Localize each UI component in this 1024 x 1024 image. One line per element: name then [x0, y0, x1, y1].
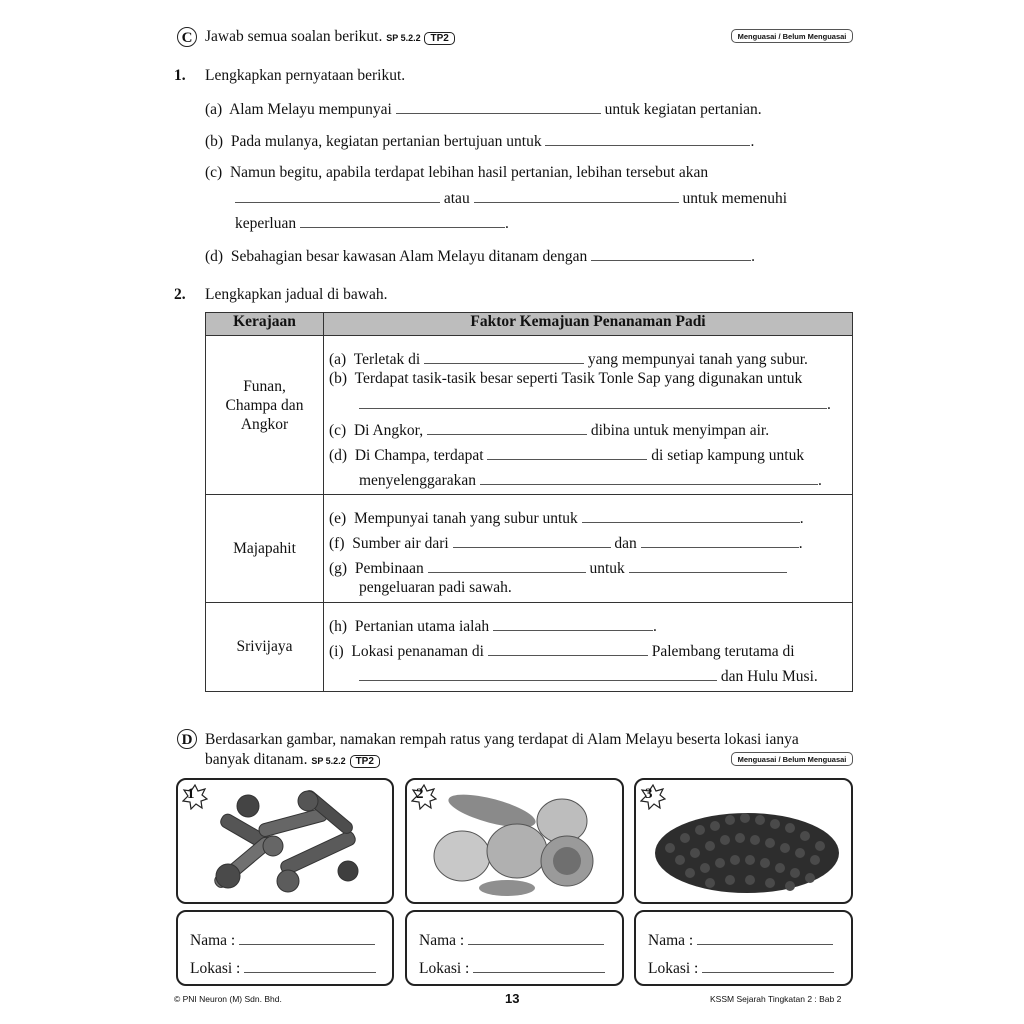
q2-d-label: (d)	[329, 447, 348, 464]
q2-a-label: (a)	[329, 351, 347, 368]
header-faktor: Faktor Kemajuan Penanaman Padi	[324, 313, 853, 336]
image-card-2	[405, 778, 624, 904]
q1-b	[205, 131, 754, 152]
header-kerajaan: Kerajaan	[206, 313, 324, 336]
q2-i-line2-text: dan Hulu Musi.	[720, 668, 818, 685]
q1-d-post: .	[751, 248, 755, 265]
funan-line1: Funan,	[243, 378, 286, 395]
q2-c-pre: Di Angkor,	[353, 422, 424, 439]
lokasi-input[interactable]	[244, 958, 376, 973]
q2-a	[329, 349, 808, 370]
nama-input[interactable]	[468, 930, 604, 945]
nama-input[interactable]	[239, 930, 375, 945]
section-d-label: D	[177, 729, 197, 749]
q2-i-label: (i)	[329, 643, 344, 660]
instruction-text: Jawab semua soalan berikut.	[205, 28, 383, 45]
answer-card-3	[634, 910, 853, 986]
answer-blank[interactable]	[424, 349, 584, 364]
q1-c-atau: atau	[443, 190, 470, 207]
nama-label: Nama :	[190, 932, 236, 949]
q2-f-mid: dan	[614, 535, 637, 552]
image-number: 2	[416, 786, 424, 802]
kerajaan-table	[205, 312, 853, 692]
q2-f-label: (f)	[329, 535, 345, 552]
nama-row	[648, 930, 833, 951]
answer-card-1	[176, 910, 394, 986]
lokasi-label: Lokasi :	[190, 960, 241, 977]
answer-blank[interactable]	[300, 213, 505, 228]
q1-d-label: (d)	[205, 248, 224, 265]
lokasi-label: Lokasi :	[648, 960, 699, 977]
q2-b-line2	[359, 394, 831, 415]
q2-prompt: Lengkapkan jadual di bawah.	[205, 286, 388, 303]
srivijaya-label: Srivijaya	[236, 638, 293, 655]
q1-a-label: (a)	[205, 101, 223, 118]
q2-e-label: (e)	[329, 510, 347, 527]
q2-g-label: (g)	[329, 560, 348, 577]
mastery-box[interactable]: Menguasai / Belum Menguasai	[731, 752, 853, 766]
image-card-3	[634, 778, 853, 904]
q1-c-end: .	[504, 215, 509, 232]
q1-c-line1	[205, 163, 708, 183]
section-d-instruction-line1: Berdasarkan gambar, namakan rempah ratus yang terdapat di Alam Melayu beserta lokasi ianya	[205, 731, 799, 748]
q2-d-end: .	[817, 472, 822, 489]
q1-prompt: Lengkapkan pernyataan berikut.	[205, 67, 406, 84]
q2-b-text: Terdapat tasik-tasik besar seperti Tasik Tonle Sap yang digunakan untuk	[354, 370, 803, 387]
q2-g-pre: Pembinaan	[354, 560, 424, 577]
q2-a-pre: Terletak di	[353, 351, 421, 368]
q1-a	[205, 99, 762, 120]
q2-i-post: Palembang terutama di	[651, 643, 795, 660]
footer-book: KSSM Sejarah Tingkatan 2 : Bab 2	[710, 994, 842, 1004]
answer-blank[interactable]	[591, 246, 751, 261]
answer-blank[interactable]	[453, 533, 611, 548]
q2-c-post: dibina untuk menyimpan air.	[590, 422, 770, 439]
q2-h-label: (h)	[329, 618, 348, 635]
nama-input[interactable]	[697, 930, 833, 945]
faktor-cell-majapahit	[324, 495, 853, 603]
answer-blank[interactable]	[545, 131, 750, 146]
answer-blank[interactable]	[427, 420, 587, 435]
answer-blank[interactable]	[359, 666, 717, 681]
answer-card-2	[405, 910, 624, 986]
q2-i-pre: Lokasi penanaman di	[351, 643, 484, 660]
lokasi-label: Lokasi :	[419, 960, 470, 977]
q2-g-mid: untuk	[589, 560, 625, 577]
q2-a-post: yang mempunyai tanah yang subur.	[587, 351, 808, 368]
answer-blank[interactable]	[629, 558, 787, 573]
page-number: 13	[505, 991, 520, 1006]
kerajaan-cell-majapahit	[206, 495, 324, 603]
q2-g-line2: pengeluaran padi sawah.	[359, 579, 512, 596]
cloves-image	[188, 786, 384, 898]
kerajaan-cell-funan	[206, 336, 324, 495]
q2-d-pre: Di Champa, terdapat	[354, 447, 484, 464]
q2-h-pre: Pertanian utama ialah	[354, 618, 490, 635]
tp-badge: TP2	[350, 755, 380, 768]
footer-copyright: © PNI Neuron (M) Sdn. Bhd.	[174, 994, 282, 1004]
q2-b	[329, 369, 802, 389]
funan-line3: Angkor	[240, 416, 289, 433]
q2-b-label: (b)	[329, 370, 348, 387]
q1-c-label: (c)	[205, 164, 223, 181]
lokasi-row	[419, 958, 605, 979]
answer-blank[interactable]	[488, 641, 648, 656]
answer-blank[interactable]	[428, 558, 586, 573]
q1-c-line3	[235, 213, 509, 234]
answer-blank[interactable]	[480, 470, 818, 485]
section-d-instruction-line2	[205, 750, 380, 771]
nama-label: Nama :	[648, 932, 694, 949]
section-c-instruction	[205, 27, 455, 48]
q1-number: 1.	[174, 67, 186, 84]
instruction-text: banyak ditanam.	[205, 751, 308, 768]
kerajaan-cell-srivijaya	[206, 603, 324, 692]
answer-blank[interactable]	[493, 616, 653, 631]
image-number: 3	[645, 786, 653, 802]
sp-code: SP 5.2.2	[311, 756, 346, 766]
answer-blank[interactable]	[235, 188, 440, 203]
q2-g	[329, 558, 787, 579]
mastery-box[interactable]: Menguasai / Belum Menguasai	[731, 29, 853, 43]
answer-blank[interactable]	[396, 99, 601, 114]
q2-i-line2	[359, 666, 818, 687]
q1-d-pre: Sebahagian besar kawasan Alam Melayu ditanam dengan	[230, 248, 588, 265]
faktor-cell-srivijaya	[324, 603, 853, 692]
tp-badge: TP2	[424, 32, 454, 45]
q1-c-untuk: untuk memenuhi	[682, 190, 788, 207]
q2-d	[329, 445, 804, 466]
q2-h	[329, 616, 657, 637]
peppercorn-image	[650, 798, 845, 898]
funan-line2: Champa dan	[225, 397, 304, 414]
q2-i	[329, 641, 795, 662]
answer-blank[interactable]	[487, 445, 647, 460]
sp-code: SP 5.2.2	[386, 33, 421, 43]
q1-b-pre: Pada mulanya, kegiatan pertanian bertujuan untuk	[230, 133, 542, 150]
q2-f-end: .	[798, 535, 803, 552]
lokasi-row	[648, 958, 834, 979]
majapahit-label: Majapahit	[233, 540, 296, 557]
answer-blank[interactable]	[641, 533, 799, 548]
q2-d-line2-text: menyelenggarakan	[359, 472, 477, 489]
q1-a-post: untuk kegiatan pertanian.	[604, 101, 762, 118]
image-card-1	[176, 778, 394, 904]
q2-f	[329, 533, 803, 554]
lokasi-input[interactable]	[473, 958, 605, 973]
q2-f-pre: Sumber air dari	[352, 535, 449, 552]
q2-e-pre: Mempunyai tanah yang subur untuk	[353, 510, 578, 527]
q2-c-label: (c)	[329, 422, 347, 439]
q1-c-keperluan: keperluan	[235, 215, 297, 232]
q1-b-label: (b)	[205, 133, 224, 150]
q1-c-text: Namun begitu, apabila terdapat lebihan hasil pertanian, lebihan tersebut akan	[229, 164, 709, 181]
q1-d	[205, 246, 755, 267]
q1-a-pre: Alam Melayu mempunyai	[229, 101, 392, 118]
faktor-cell-funan	[324, 336, 853, 495]
q1-c-line2	[235, 188, 787, 209]
section-c-label: C	[177, 27, 197, 47]
q2-b-end: .	[827, 396, 831, 413]
q1-b-post: .	[750, 133, 755, 150]
answer-blank[interactable]	[474, 188, 679, 203]
nama-row	[419, 930, 604, 951]
q2-e-end: .	[799, 510, 804, 527]
lokasi-input[interactable]	[702, 958, 834, 973]
image-number: 1	[187, 786, 195, 802]
q2-h-end: .	[652, 618, 657, 635]
q2-d-post: di setiap kampung untuk	[651, 447, 805, 464]
lokasi-row	[190, 958, 376, 979]
answer-blank[interactable]	[359, 394, 827, 409]
nutmeg-image	[417, 786, 615, 898]
q2-c	[329, 420, 769, 441]
nama-label: Nama :	[419, 932, 465, 949]
q2-e	[329, 508, 804, 529]
answer-blank[interactable]	[582, 508, 800, 523]
q2-number: 2.	[174, 286, 186, 303]
nama-row	[190, 930, 375, 951]
q2-d-line2	[359, 470, 822, 491]
